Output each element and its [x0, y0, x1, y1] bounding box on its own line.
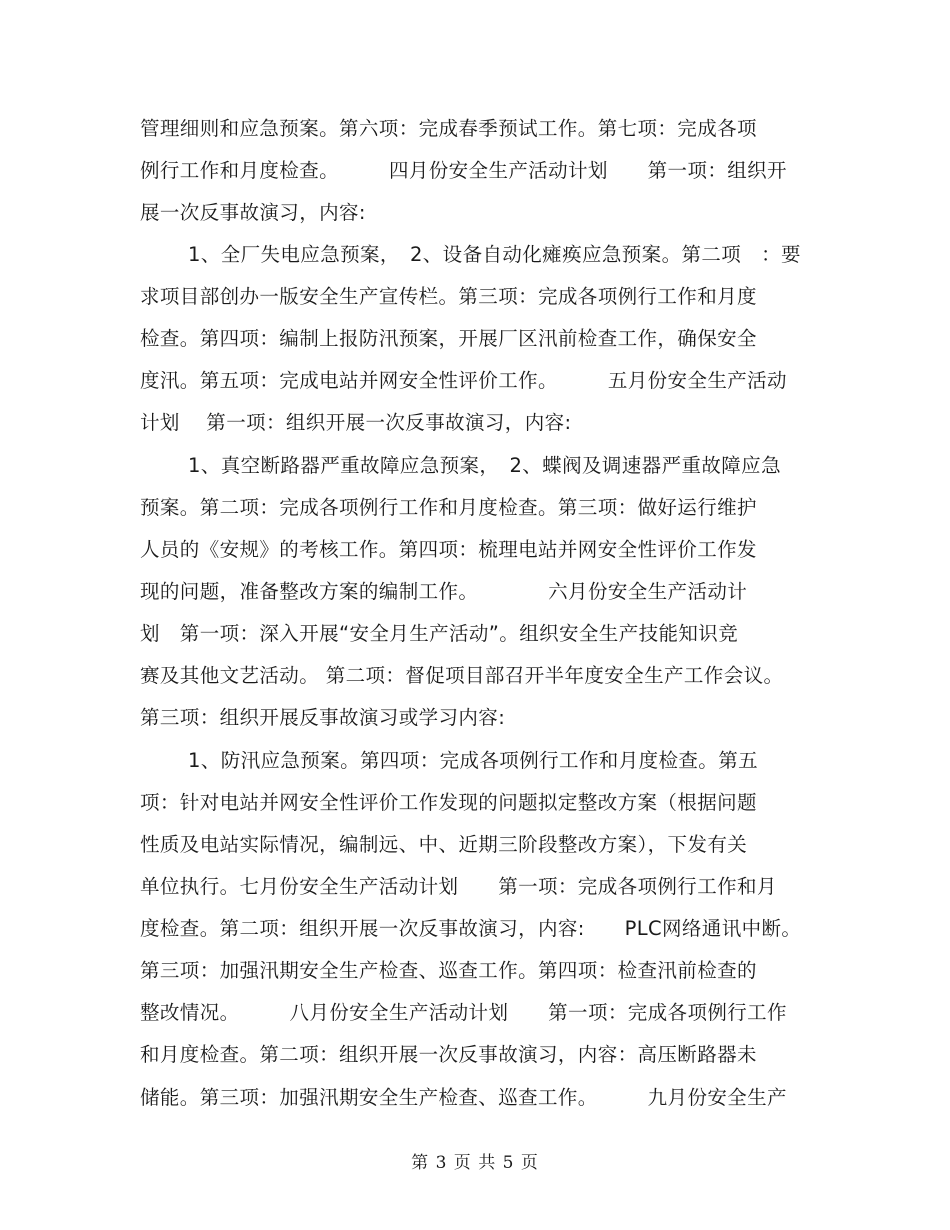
body-line-2: 例行工作和月度检查。 四月份安全生产活动计划 第一项：组织开 — [140, 159, 787, 182]
body-line-6: 检查。第四项：编制上报防汛预案，开展厂区汛前检查工作，确保安全 — [140, 327, 757, 350]
body-line-5: 求项目部创办一版安全生产宣传栏。第三项：完成各项例行工作和月度 — [140, 285, 757, 308]
body-line-10: 预案。第二项：完成各项例行工作和月度检查。第三项：做好运行维护 — [140, 496, 757, 519]
body-line-1: 管理细则和应急预案。第六项：完成春季预试工作。第七项：完成各项 — [140, 117, 757, 140]
body-line-9: 1、真空断路器严重故障应急预案， 2、蝶阀及调速器严重故障应急 — [188, 454, 781, 477]
body-line-24: 储能。第三项：加强汛期安全生产检查、巡查工作。 九月份安全生产 — [140, 1086, 787, 1109]
body-line-21: 第三项：加强汛期安全生产检查、巡查工作。第四项：检查汛前检查的 — [140, 959, 757, 982]
body-line-17: 项：针对电站并网安全性评价工作发现的问题拟定整改方案（根据问题 — [140, 791, 757, 814]
body-line-11: 人员的《安规》的考核工作。第四项：梳理电站并网安全性评价工作发 — [140, 538, 757, 561]
body-line-4: 1、全厂失电应急预案， 2、设备自动化瘫痪应急预案。第二项 ：要 — [188, 243, 801, 266]
page-number-footer: 第 3 页 共 5 页 — [411, 1153, 539, 1173]
body-line-15: 第三项：组织开展反事故演习或学习内容: — [140, 706, 506, 729]
body-line-23: 和月度检查。第二项：组织开展一次反事故演习，内容：高压断路器未 — [140, 1043, 757, 1066]
body-line-7: 度汛。第五项：完成电站并网安全性评价工作。 五月份安全生产活动 — [140, 369, 787, 392]
body-line-3: 展一次反事故演习，内容: — [140, 201, 366, 224]
body-line-14: 赛及其他文艺活动。 第二项：督促项目部召开半年度安全生产工作会议。 — [140, 664, 784, 687]
body-line-12: 现的问题，准备整改方案的编制工作。 六月份安全生产活动计 — [140, 580, 748, 603]
body-line-13: 划 第一项：深入开展“安全月生产活动”。组织安全生产技能知识竞 — [140, 622, 739, 645]
body-line-19: 单位执行。七月份安全生产活动计划 第一项：完成各项例行工作和月 — [140, 875, 777, 898]
body-line-20: 度检查。第二项：组织开展一次反事故演习，内容: PLC网络通讯中断。 — [140, 917, 802, 940]
body-line-22: 整改情况。 八月份安全生产活动计划 第一项：完成各项例行工作 — [140, 1001, 787, 1024]
body-line-16: 1、防汛应急预案。第四项：完成各项例行工作和月度检查。第五 — [188, 749, 759, 772]
body-line-8: 计划 第一项：组织开展一次反事故演习，内容: — [140, 411, 572, 434]
body-line-18: 性质及电站实际情况，编制远、中、近期三阶段整改方案），下发有关 — [140, 833, 748, 856]
